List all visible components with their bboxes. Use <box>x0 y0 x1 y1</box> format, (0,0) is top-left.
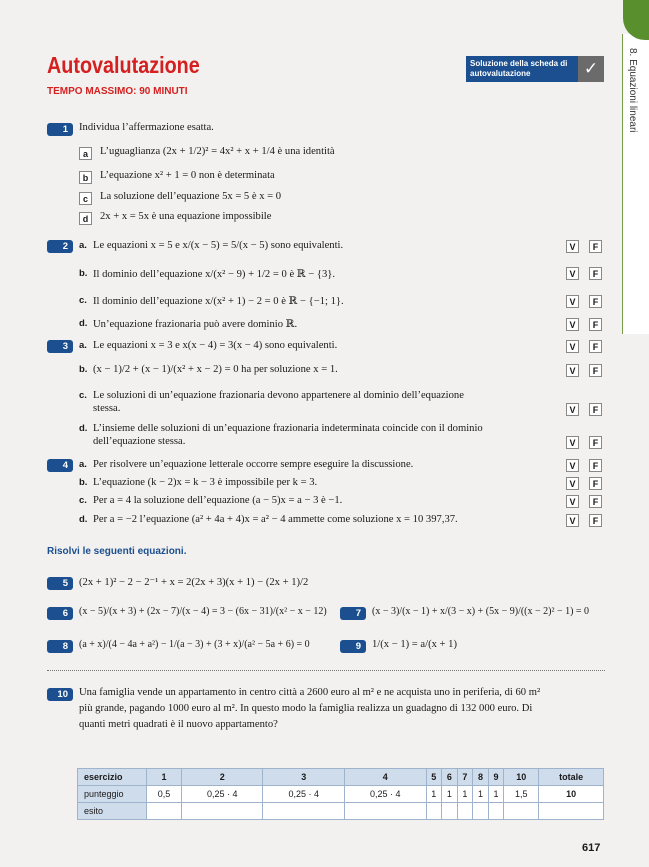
table-cell: 0,25 · 4 <box>263 786 345 803</box>
true-box-2d[interactable]: V <box>566 318 579 331</box>
equation-6: (x − 5)/(x + 3) + (2x − 7)/(x − 4) = 3 − (6x − 31)/(x² − x − 12) <box>79 606 327 617</box>
table-cell: 1 <box>473 786 489 803</box>
option-b[interactable]: b <box>79 171 92 184</box>
exercise-number-5: 5 <box>47 577 73 590</box>
item-2d-letter: d. <box>79 318 88 329</box>
score-table <box>77 768 604 820</box>
table-cell: 1 <box>426 786 442 803</box>
time-limit: TEMPO MASSIMO: 90 MINUTI <box>47 86 188 97</box>
true-box-4d[interactable]: V <box>566 514 579 527</box>
table-header-cell: 6 <box>442 769 458 786</box>
table-input-cell[interactable] <box>442 803 458 820</box>
solution-button[interactable] <box>466 56 604 82</box>
item-4c-text: Per a = 4 la soluzione dell’equazione (a − 5)x = a − 3 è −1. <box>93 495 343 506</box>
exercise-number-6: 6 <box>47 607 73 620</box>
false-box-3a[interactable]: F <box>589 340 602 353</box>
item-3a-letter: a. <box>79 340 87 351</box>
chapter-tab-corner <box>623 0 649 40</box>
option-c-text: La soluzione dell’equazione 5x = 5 è x = 0 <box>100 191 282 202</box>
table-header-cell: 2 <box>181 769 263 786</box>
table-input-cell[interactable] <box>181 803 263 820</box>
exercise-number-10: 10 <box>47 688 73 701</box>
table-header-cell: 4 <box>345 769 427 786</box>
item-4b-letter: b. <box>79 477 88 488</box>
table-cell: esito <box>78 803 147 820</box>
true-box-4b[interactable]: V <box>566 477 579 490</box>
true-box-2b[interactable]: V <box>566 267 579 280</box>
table-input-cell[interactable] <box>488 803 504 820</box>
exercise-number-9: 9 <box>340 640 366 653</box>
false-box-4b[interactable]: F <box>589 477 602 490</box>
item-3d-letter: d. <box>79 423 88 434</box>
equation-7: (x − 3)/(x − 1) + x/(3 − x) + (5x − 9)/((x − 2)² − 1) = 0 <box>372 606 590 617</box>
exercise-number-1: 1 <box>47 123 73 136</box>
table-header-cell: 8 <box>473 769 489 786</box>
false-box-2c[interactable]: F <box>589 295 602 308</box>
table-input-cell[interactable] <box>263 803 345 820</box>
true-box-2c[interactable]: V <box>566 295 579 308</box>
option-a[interactable]: a <box>79 147 92 160</box>
table-cell: 0,25 · 4 <box>181 786 263 803</box>
item-4b-text: L’equazione (k − 2)x = k − 3 è impossibile per k = 3. <box>93 477 318 488</box>
true-box-3b[interactable]: V <box>566 364 579 377</box>
table-cell: 1,5 <box>504 786 539 803</box>
table-header-cell: 3 <box>263 769 345 786</box>
item-4c-letter: c. <box>79 495 87 506</box>
chapter-tab-label: 8. Equazioni lineari <box>627 48 638 133</box>
option-a-text: L’uguaglianza (2x + 1/2)² = 4x² + x + 1/4 è una identità <box>100 146 335 157</box>
problem-10-line-3: quanti metri quadrati è il nuovo appartamento? <box>79 719 278 730</box>
section-heading: Risolvi le seguenti equazioni. <box>47 546 187 557</box>
option-c[interactable]: c <box>79 192 92 205</box>
table-input-cell[interactable] <box>457 803 473 820</box>
true-box-4a[interactable]: V <box>566 459 579 472</box>
table-header-cell: 7 <box>457 769 473 786</box>
table-cell: 1 <box>488 786 504 803</box>
table-row <box>78 803 604 820</box>
exercise-number-4: 4 <box>47 459 73 472</box>
false-box-3b[interactable]: F <box>589 364 602 377</box>
item-2c-text: Il dominio dell’equazione x/(x² + 1) − 2 = 0 è ℝ − {−1; 1}. <box>93 296 344 307</box>
equation-9: 1/(x − 1) = a/(x + 1) <box>372 639 457 650</box>
false-box-2b[interactable]: F <box>589 267 602 280</box>
false-box-2d[interactable]: F <box>589 318 602 331</box>
false-box-4a[interactable]: F <box>589 459 602 472</box>
equation-8: (a + x)/(4 − 4a + a²) − 1/(a − 3) + (3 + x)/(a² − 5a + 6) = 0 <box>79 639 310 650</box>
table-input-cell[interactable] <box>147 803 182 820</box>
table-header-cell: esercizio <box>78 769 147 786</box>
table-input-cell[interactable] <box>426 803 442 820</box>
option-d-text: 2x + x = 5x è una equazione impossibile <box>100 211 272 222</box>
true-box-3c[interactable]: V <box>566 403 579 416</box>
exercise-number-3: 3 <box>47 340 73 353</box>
option-b-text: L’equazione x² + 1 = 0 non è determinata <box>100 170 275 181</box>
problem-10-line-1: Una famiglia vende un appartamento in centro città a 2600 euro al m² e ne acquista uno in periferia, di 60 m² <box>79 687 541 698</box>
item-4d-text: Per a = −2 l’equazione (a² + 4a + 4)x = a² − 4 ammette come soluzione x = 10 397,37. <box>93 514 458 525</box>
true-box-4c[interactable]: V <box>566 495 579 508</box>
true-box-2a[interactable]: V <box>566 240 579 253</box>
true-box-3d[interactable]: V <box>566 436 579 449</box>
item-3b-text: (x − 1)/2 + (x − 1)/(x² + x − 2) = 0 ha per soluzione x = 1. <box>93 364 338 375</box>
false-box-3c[interactable]: F <box>589 403 602 416</box>
solution-button-label: Soluzione della scheda di autovalutazione <box>470 59 568 78</box>
table-cell: 0,25 · 4 <box>345 786 427 803</box>
item-4d-letter: d. <box>79 514 88 525</box>
item-3b-letter: b. <box>79 364 88 375</box>
table-cell: 1 <box>457 786 473 803</box>
chapter-side-tab[interactable] <box>622 34 649 334</box>
table-header-cell: 1 <box>147 769 182 786</box>
item-3c-letter: c. <box>79 390 87 401</box>
check-icon: ✓ <box>578 56 604 82</box>
exercise-number-8: 8 <box>47 640 73 653</box>
false-box-4c[interactable]: F <box>589 495 602 508</box>
table-input-cell[interactable] <box>345 803 427 820</box>
equation-5: (2x + 1)² − 2 − 2⁻¹ + x = 2(2x + 3)(x + 1) − (2x + 1)/2 <box>79 577 309 588</box>
item-3a-text: Le equazioni x = 3 e x(x − 4) = 3(x − 4) sono equivalenti. <box>93 340 338 351</box>
table-row <box>78 786 604 803</box>
false-box-3d[interactable]: F <box>589 436 602 449</box>
false-box-2a[interactable]: F <box>589 240 602 253</box>
dotted-separator <box>47 670 605 671</box>
table-cell: 10 <box>539 786 604 803</box>
item-2b-letter: b. <box>79 268 88 279</box>
table-header-cell: 5 <box>426 769 442 786</box>
table-input-cell[interactable] <box>539 803 604 820</box>
table-header-cell: 9 <box>488 769 504 786</box>
table-input-cell[interactable] <box>473 803 489 820</box>
item-2a-letter: a. <box>79 240 87 251</box>
true-box-3a[interactable]: V <box>566 340 579 353</box>
item-3d-text: L’insieme delle soluzioni di un’equazione frazionaria indeterminata coincide con il dominio <box>93 423 483 434</box>
item-4a-letter: a. <box>79 459 87 470</box>
item-3c-text-cont: stessa. <box>93 403 121 414</box>
table-cell: 0,5 <box>147 786 182 803</box>
item-2d-text: Un’equazione frazionaria può avere dominio ℝ. <box>93 319 298 330</box>
exercise-number-7: 7 <box>340 607 366 620</box>
table-cell: 1 <box>442 786 458 803</box>
item-2a-text: Le equazioni x = 5 e x/(x − 5) = 5/(x − 5) sono equivalenti. <box>93 240 344 251</box>
item-3d-text-cont: dell’equazione stessa. <box>93 436 186 447</box>
item-2c-letter: c. <box>79 295 87 306</box>
table-header-row <box>78 769 604 786</box>
exercise-number-2: 2 <box>47 240 73 253</box>
table-input-cell[interactable] <box>504 803 539 820</box>
problem-10-line-2: più grande, pagando 1000 euro al m². In questo modo la famiglia realizza un guadagno di 132 000 euro. Di <box>79 703 533 714</box>
table-cell: punteggio <box>78 786 147 803</box>
item-2b-text: Il dominio dell’equazione x/(x² − 9) + 1/2 = 0 è ℝ − {3}. <box>93 269 335 280</box>
exercise-1-prompt: Individua l’affermazione esatta. <box>79 122 214 133</box>
table-header-cell: 10 <box>504 769 539 786</box>
table-header-cell: totale <box>539 769 604 786</box>
item-4a-text: Per risolvere un’equazione letterale occorre sempre eseguire la discussione. <box>93 459 414 470</box>
page-number: 617 <box>582 842 601 854</box>
false-box-4d[interactable]: F <box>589 514 602 527</box>
option-d[interactable]: d <box>79 212 92 225</box>
page-title: Autovalutazione <box>47 52 200 78</box>
item-3c-text: Le soluzioni di un’equazione frazionaria devono appartenere al dominio dell’equazione <box>93 390 464 401</box>
